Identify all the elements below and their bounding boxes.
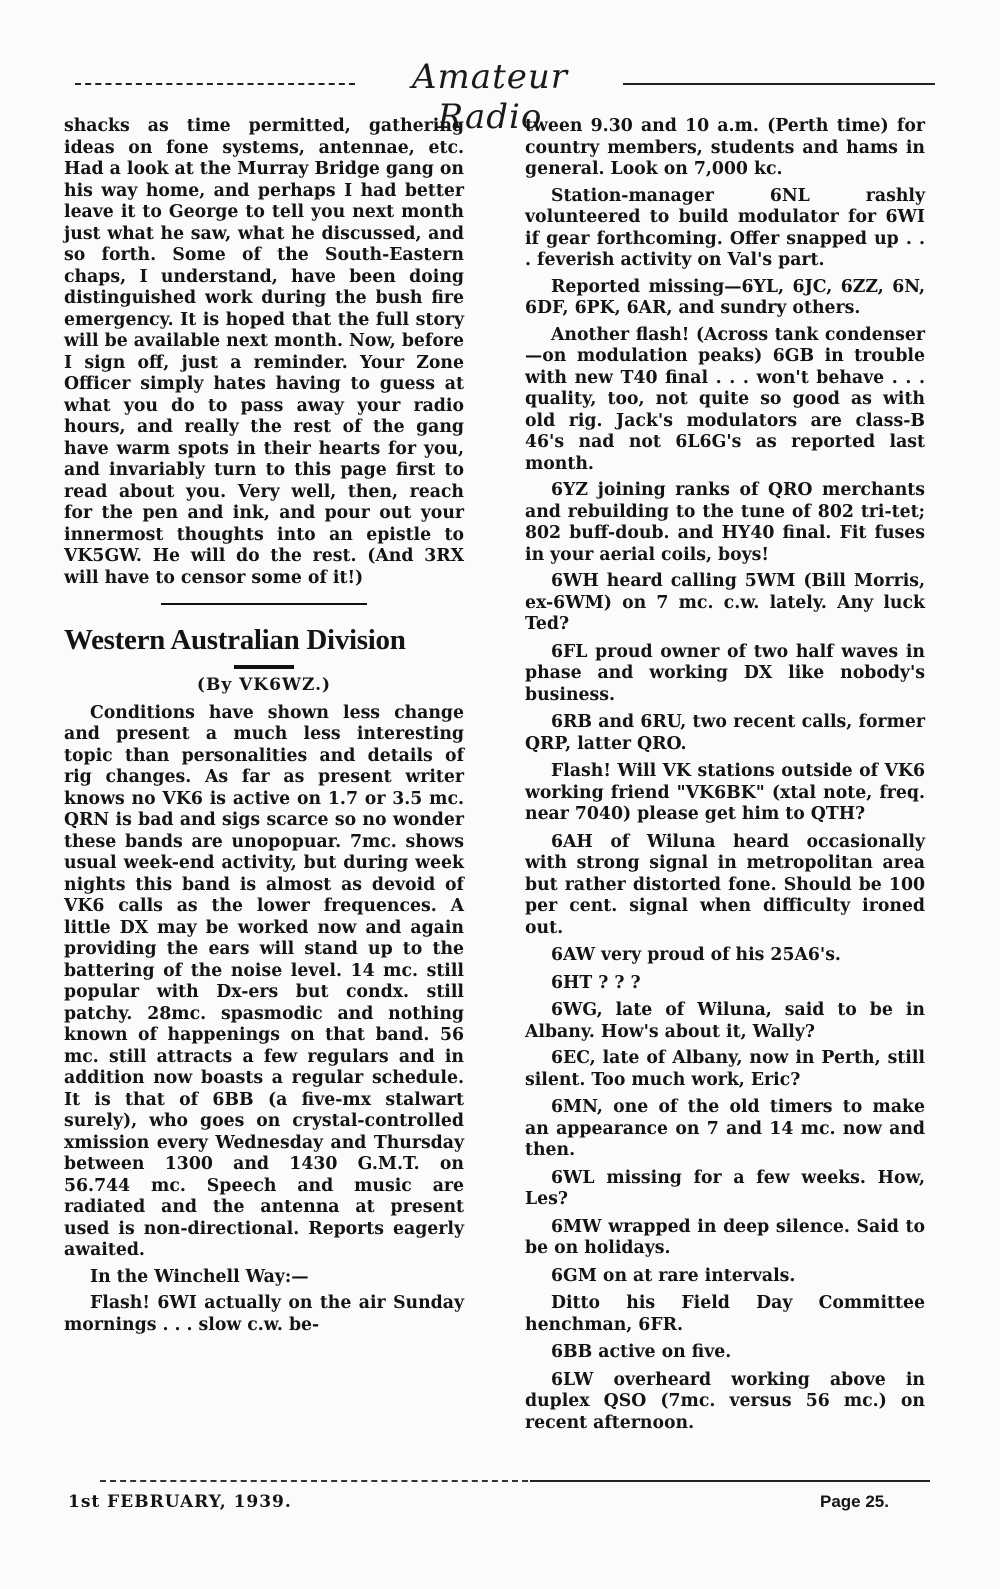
right-column — [525, 116, 925, 1439]
paragraph: 6WL missing for a few weeks. How, Les? — [525, 1167, 925, 1209]
left-column — [64, 116, 464, 1341]
paragraph: Reported missing—6YL, 6JC, 6ZZ, 6N, 6DF, 6PK, 6AR, and sundry others. — [525, 276, 925, 318]
paragraph: 6FL proud owner of two half waves in phase and working DX like nobody's business. — [525, 641, 925, 705]
paragraph: Another flash! (Across tank condenser—on modulation peaks) 6GB in trouble with new T40 final . . . won't behave . . . quality, too, not quite so good as with old rig. Jack's modulators are class-B 46's nad not 6L6G's as reported last month. — [525, 324, 925, 474]
paragraph: 6RB and 6RU, two recent calls, former QRP, latter QRO. — [525, 712, 925, 754]
masthead-title: Amateur Radio — [412, 57, 568, 137]
paragraph: Ditto his Field Day Committee henchman, 6FR. — [525, 1293, 925, 1335]
paragraph: 6EC, late of Albany, now in Perth, still silent. Too much work, Eric? — [525, 1048, 925, 1090]
paragraph: Station-manager 6NL rashly volunteered to build modulator for 6WI if gear forthcoming. Offer snapped up . . . feverish activity on Val's part. — [525, 185, 925, 270]
paragraph: 6HT ? ? ? — [551, 972, 641, 993]
masthead-rule-right — [623, 83, 935, 85]
paragraph: 6MW wrapped in deep silence. Said to be on holidays. — [525, 1216, 925, 1258]
paragraph: tween 9.30 and 10 a.m. (Perth time) for country members, students and hams in general. Look on 7,000 kc. — [525, 116, 925, 179]
paragraph: Flash! Will VK stations outside of VK6 working friend "VK6BK" (xtal note, freq. near 7040) please get him to QTH? — [525, 761, 925, 824]
paragraph: 6GM on at rare intervals. — [551, 1265, 796, 1286]
paragraph: 6WH heard calling 5WM (Bill Morris, ex-6WM) on 7 mc. c.w. lately. Any luck Ted? — [525, 571, 925, 634]
paragraph: 6LW overheard working above in duplex QSO (7mc. versus 56 mc.) on recent afternoon. — [525, 1369, 925, 1433]
section-divider — [161, 603, 367, 605]
heading-underline — [234, 665, 294, 669]
paragraph: 6MN, one of the old timers to make an appearance on 7 and 14 mc. now and then. — [525, 1097, 925, 1160]
page-number: Page 25. — [820, 1492, 889, 1511]
paragraph: 6BB active on five. — [551, 1342, 732, 1362]
byline: (By VK6WZ.) — [196, 675, 332, 695]
paragraph: In the Winchell Way:— — [90, 1266, 309, 1287]
footer-rule-solid — [530, 1480, 930, 1482]
paragraph: shacks as time permitted, gathering ideas on fone systems, antennae, etc. Had a look at the Murray Bridge gang on his way home, and perhaps I had better leave it to George to tell you next month just what he saw, what he discussed, and so forth. Some of the South-Eastern chaps, I understand, have been doing distinguished work during the bush fire emergency. It is hoped that the full story will be available next month. Now, before I sign off, just a reminder. Your Zone Officer simply hates having to guess at what you do to pass away your radio hours, and really the rest of the gang have warm spots in their hearts for you, and invariably turn to this page first to read about you. Very well, then, reach for the pen and ink, and pour out your innermost thoughts into an epistle to VK5GW. He will do the rest. (And 3RX will have to censor some of it!) — [64, 116, 464, 588]
masthead-rule-left — [75, 83, 355, 85]
paragraph: 6WG, late of Wiluna, said to be in Albany. How's about it, Wally? — [525, 1000, 925, 1042]
section-heading: Western Australian Division — [64, 624, 406, 656]
paragraph: Flash! 6WI actually on the air Sunday mornings . . . slow c.w. be- — [64, 1293, 464, 1335]
footer-date: 1st FEBRUARY, 1939. — [68, 1492, 292, 1512]
paragraph: 6YZ joining ranks of QRO merchants and rebuilding to the tune of 802 tri-tet; 802 buff-doub. and HY40 final. Fit fuses in your aerial coils, boys! — [525, 480, 925, 565]
paragraph: Conditions have shown less change and present a much less interesting topic than personalities and details of rig changes. As far as present writer knows no VK6 is active on 1.7 or 3.5 mc. QRN is bad and sigs scarce so no wonder these bands are unopopuar. 7mc. shows usual week-end activity, but during week nights this band is almost as devoid of VK6 calls as the lower frequences. A little DX may be worked now and again providing the ears will stand up to the battering of the noise level. 14 mc. still popular with Dx-ers but condx. still patchy. 28mc. spasmodic and nothing known of happenings on that band. 56 mc. still attracts a few regulars and in addition now boasts a regular schedule. It is that of 6BB (a five-mx stalwart surely), who goes on crystal-controlled xmission every Wednesday and Thursday between 1300 and 1430 G.M.T. on 56.744 mc. Speech and music are radiated and the antenna at present used is non-directional. Reports eagerly awaited. — [64, 702, 464, 1260]
paragraph: 6AW very proud of his 25A6's. — [551, 945, 841, 965]
masthead — [75, 55, 935, 137]
paragraph: 6AH of Wiluna heard occasionally with strong signal in metropolitan area but rather distorted fone. Should be 100 per cent. signal when difficulty ironed out. — [525, 831, 925, 938]
